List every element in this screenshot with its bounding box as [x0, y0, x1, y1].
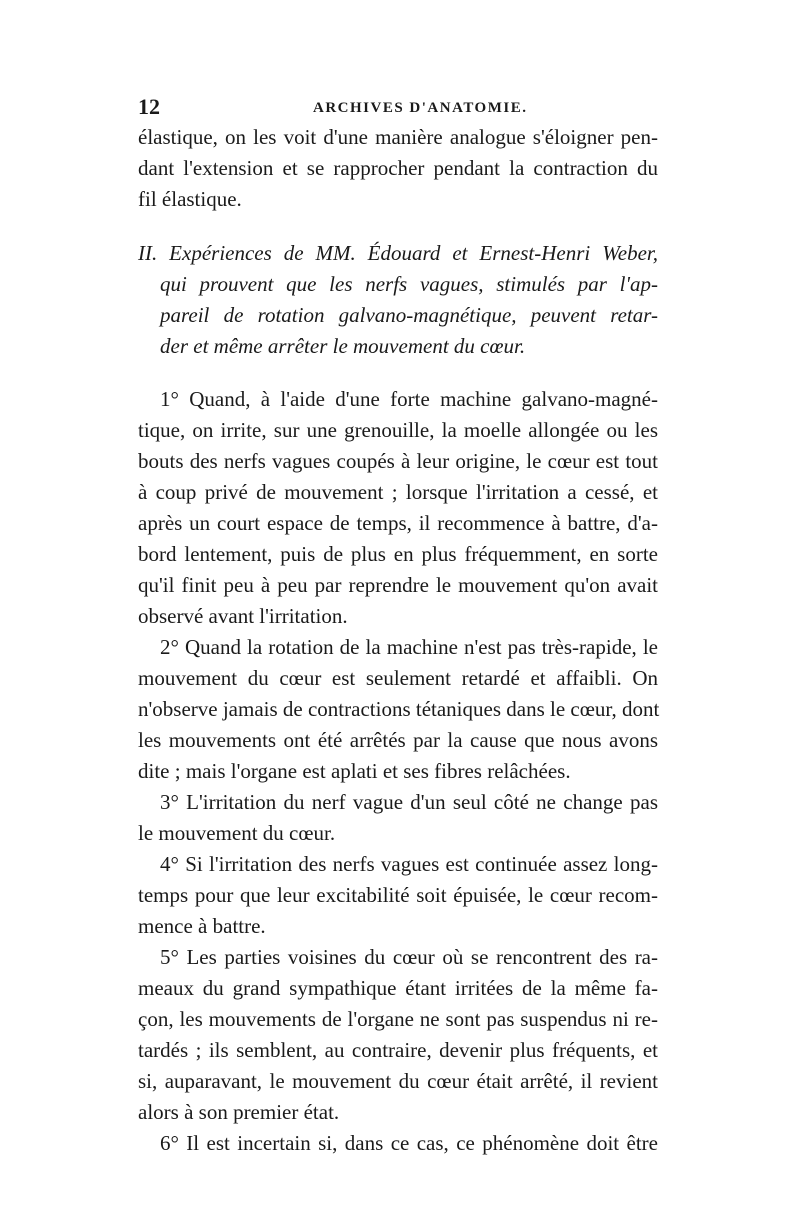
- text-line: tique, on irrite, sur une grenouille, la moelle allongée ou les: [138, 418, 658, 442]
- paragraph-2: [138, 632, 658, 787]
- text-line: à coup privé de mouvement ; lorsque l'irritation a cessé, et: [138, 480, 658, 504]
- heading-line: pareil de rotation galvano-magnétique, peuvent retar-: [160, 303, 658, 327]
- heading-line: der et même arrêter le mouvement du cœur.: [160, 334, 526, 358]
- text-line: n'observe jamais de contractions tétaniques dans le cœur, dont: [138, 697, 660, 721]
- text-line: dite ; mais l'organe est aplati et ses fibres relâchées.: [138, 759, 571, 783]
- text-line: çon, les mouvements de l'organe ne sont pas suspendus ni re-: [138, 1007, 658, 1031]
- paragraph-3: [138, 787, 658, 849]
- running-head: [138, 92, 658, 122]
- text-line: 3° L'irritation du nerf vague d'un seul côté ne change pas: [160, 790, 658, 814]
- heading-line: II. Expériences de MM. Édouard et Ernest-Henri Weber,: [138, 241, 658, 265]
- text-line: observé avant l'irritation.: [138, 604, 348, 628]
- text-line: temps pour que leur excitabilité soit épuisée, le cœur recom-: [138, 883, 658, 907]
- intro-text: [138, 122, 658, 215]
- heading-line: qui prouvent que les nerfs vagues, stimulés par l'ap-: [160, 272, 658, 296]
- text-line: mence à battre.: [138, 914, 266, 938]
- text-line: si, auparavant, le mouvement du cœur était arrêté, il revient: [138, 1069, 658, 1093]
- text-line: 2° Quand la rotation de la machine n'est pas très-rapide, le: [160, 635, 658, 659]
- text-line: mouvement du cœur est seulement retardé et affaibli. On: [138, 666, 658, 690]
- text-line: bord lentement, puis de plus en plus fréquemment, en sorte: [138, 542, 658, 566]
- text-line: 5° Les parties voisines du cœur où se rencontrent des ra-: [160, 945, 658, 969]
- paragraph-4: [138, 849, 658, 942]
- paragraph-1: [138, 384, 658, 632]
- text-line: le mouvement du cœur.: [138, 821, 336, 845]
- page-number: 12: [138, 94, 160, 119]
- text-line: élastique, on les voit d'une manière analogue s'éloigner pen-: [138, 125, 658, 149]
- text-line: fil élastique.: [138, 187, 242, 211]
- text-line: qu'il finit peu à peu par reprendre le mouvement qu'on avait: [138, 573, 658, 597]
- text-line: 4° Si l'irritation des nerfs vagues est continuée assez long-: [160, 852, 658, 876]
- text-line: 1° Quand, à l'aide d'une forte machine galvano-magné-: [160, 387, 658, 411]
- text-line: alors à son premier état.: [138, 1100, 340, 1124]
- book-page: [138, 92, 658, 1159]
- paragraph-6: [138, 1128, 658, 1159]
- journal-title: ARCHIVES D'ANATOMIE.: [313, 100, 528, 116]
- text-line: après un court espace de temps, il recommence à battre, d'a-: [138, 511, 658, 535]
- paragraph-5: [138, 942, 658, 1128]
- text-line: bouts des nerfs vagues coupés à leur origine, le cœur est tout: [138, 449, 658, 473]
- text-line: meaux du grand sympathique étant irritées de la même fa-: [138, 976, 658, 1000]
- text-line: dant l'extension et se rapprocher pendant la contraction du: [138, 156, 658, 180]
- text-line: 6° Il est incertain si, dans ce cas, ce phénomène doit être: [160, 1131, 658, 1155]
- text-line: les mouvements ont été arrêtés par la cause que nous avons: [138, 728, 658, 752]
- section-heading: [138, 238, 658, 362]
- text-line: tardés ; ils semblent, au contraire, devenir plus fréquents, et: [138, 1038, 658, 1062]
